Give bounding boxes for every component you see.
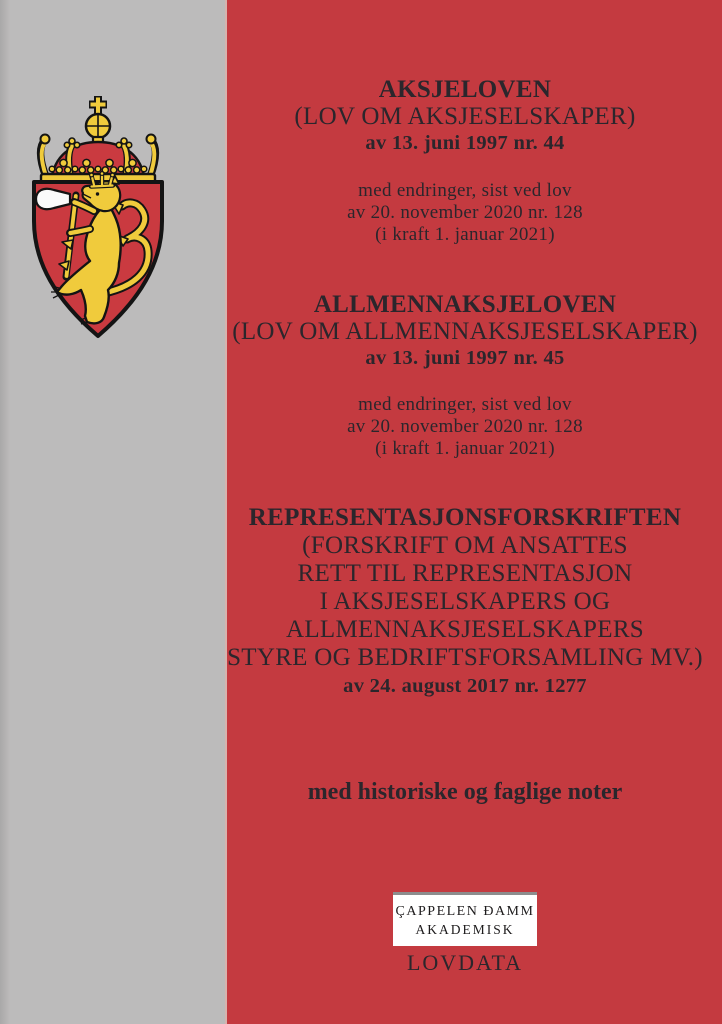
law-enacted-date: av 13. juni 1997 nr. 44 xyxy=(365,132,565,154)
section-allmennaksjeloven xyxy=(227,291,703,372)
amendment-line: av 20. november 2020 nr. 128 xyxy=(347,416,583,437)
law-title: REPRESENTASJONSFORSKRIFTEN xyxy=(248,504,682,531)
law-enacted-date: av 13. juni 1997 nr. 45 xyxy=(365,347,565,369)
section-representasjonsforskriften xyxy=(227,504,703,700)
amendments-allmennaksjeloven xyxy=(227,394,703,460)
publisher-logo xyxy=(393,892,537,946)
law-subtitle: (LOV OM ALLMENNAKSJESELSKAPER) xyxy=(232,318,698,345)
law-subtitle-line: (FORSKRIFT OM ANSATTES xyxy=(302,532,628,559)
law-title: ALLMENNAKSJELOVEN xyxy=(313,291,617,318)
law-subtitle-line: STYRE OG BEDRIFTSFORSAMLING MV.) xyxy=(227,644,703,671)
amendment-line: med endringer, sist ved lov xyxy=(358,394,572,415)
left-spine-stripe xyxy=(0,0,225,1024)
norwegian-coat-of-arms-icon xyxy=(28,93,168,339)
cover-content xyxy=(227,0,703,1024)
law-subtitle-line: RETT TIL REPRESENTASJON xyxy=(297,560,633,587)
law-enacted-date: av 24. august 2017 nr. 1277 xyxy=(343,675,587,697)
amendment-line: (i kraft 1. januar 2021) xyxy=(375,224,555,245)
publisher-division: AKADEMISK xyxy=(415,922,515,937)
cover-text-panel xyxy=(225,0,722,1024)
lovdata-imprint: LOVDATA xyxy=(406,950,524,975)
law-subtitle-line: I AKSJESELSKAPERS OG xyxy=(319,588,611,615)
law-subtitle: (LOV OM AKSJESELSKAPER) xyxy=(294,103,636,130)
amendment-line: (i kraft 1. januar 2021) xyxy=(375,438,555,459)
amendment-line: av 20. november 2020 nr. 128 xyxy=(347,202,583,223)
law-subtitle-line: ALLMENNAKSJESELSKAPERS xyxy=(285,616,645,643)
law-title: AKSJELOVEN xyxy=(378,76,552,103)
edition-tagline: med historiske og faglige noter xyxy=(307,779,623,805)
publisher-name: ÇAPPELEN ĐAMM xyxy=(395,904,535,919)
section-aksjeloven xyxy=(227,76,703,157)
amendments-aksjeloven xyxy=(227,180,703,246)
amendment-line: med endringer, sist ved lov xyxy=(358,180,572,201)
